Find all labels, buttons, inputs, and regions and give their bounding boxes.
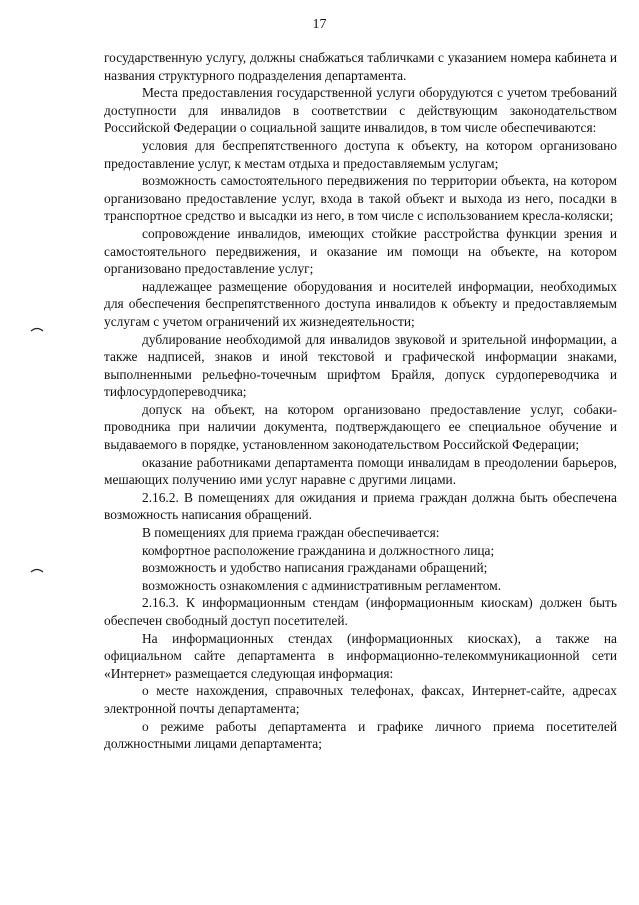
paragraph: условия для беспрепятственного доступа к объекту, на котором организовано предоставление услуг, к местам отдыха и предоставляемым услугам; — [104, 137, 617, 171]
paragraph: оказание работниками департамента помощи инвалидам в преодолении барьеров, мешающих получению ими услуг наравне с другими лицами. — [104, 454, 617, 488]
paragraph: 2.16.2. В помещениях для ожидания и приема граждан должна быть обеспечена возможность написания обращений. — [104, 489, 617, 523]
paragraph: комфортное расположение гражданина и должностного лица; — [142, 542, 495, 558]
paragraph: о месте нахождения, справочных телефонах, факсах, Интернет-сайте, адресах электронной почты департамента; — [104, 683, 617, 716]
margin-mark — [30, 567, 44, 573]
paragraph: На информационных стендах (информационных киосках), а также на официальном сайте департамента в информационно-телекоммуникационной сети «Интернет» размещается следующая информация: — [104, 630, 617, 681]
paragraph: возможность ознакомления с административным регламентом. — [142, 577, 502, 593]
paragraph: допуск на объект, на котором организовано предоставление услуг, собаки-проводника при наличии документа, подтверждающего ее специальное обучение и выдаваемого в порядке, установленном законодательством Российской Федерации; — [104, 401, 617, 453]
paragraph: дублирование необходимой для инвалидов звуковой и зрительной информации, а также надписей, знаков и иной текстовой и графической информации знаками, выполненными рельефно-точечным шрифтом Брайля, допуск сурдопереводчика и тифлосурдопереводчика; — [104, 331, 617, 400]
paragraph: надлежащее размещение оборудования и носителей информации, необходимых для обеспечения беспрепятственного доступа инвалидов к объекту и предоставляемым услугам с учетом ограничений их жизнедеятельности; — [104, 278, 617, 329]
document-body — [104, 49, 617, 753]
paragraph: сопровождение инвалидов, имеющих стойкие расстройства функции зрения и самостоятельного передвижения, и оказание им помощи на объекте, на котором организовано предоставление услуг; — [104, 225, 617, 277]
paragraph: возможность и удобство написания гражданами обращений; — [142, 560, 488, 576]
margin-mark — [30, 326, 44, 332]
paragraph: государственную услугу, должны снабжаться табличками с указанием номера кабинета и названия структурного подразделения департамента. — [104, 50, 617, 83]
paragraph: о режиме работы департамента и графике личного приема посетителей должностными лицами департамента; — [104, 718, 617, 752]
paragraph: 2.16.3. К информационным стендам (информационным киоскам) должен быть обеспечен свободный доступ посетителей. — [104, 595, 617, 628]
paragraph: В помещениях для приема граждан обеспечивается: — [142, 525, 440, 541]
paragraph: возможность самостоятельного передвижения по территории объекта, на котором организовано предоставление услуг, входа в такой объект и выхода из него, посадки в транспортное средство и высадки из него, в том числе с использованием кресла-коляски; — [104, 173, 617, 224]
paragraph: Места предоставления государственной услуги оборудуются с учетом требований доступности для инвалидов в соответствии с действующим законодательством Российской Федерации о социальной защите инвалидов, в том числе обеспечиваются: — [104, 85, 617, 136]
page-number: 17 — [312, 17, 327, 32]
